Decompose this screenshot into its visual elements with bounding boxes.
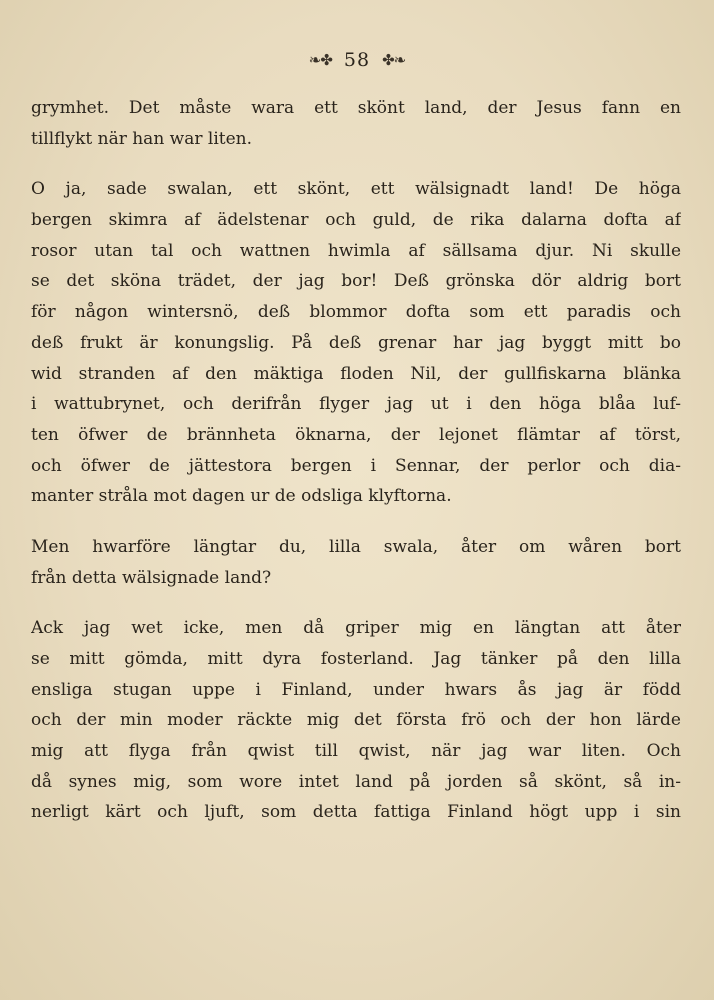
page-header xyxy=(0,48,714,72)
text-line: deß frukt är konungslig. På deß grenar har jag byggt mitt bo xyxy=(31,332,681,353)
left-ornament-icon: ❧✤ xyxy=(308,51,332,69)
text-line: manter stråla mot dagen ur de odsliga klyftorna. xyxy=(31,486,452,507)
paragraph xyxy=(31,93,681,154)
text-line: rosor utan tal och wattnen hwimla af sällsama djur. Ni skulle xyxy=(31,240,681,261)
text-line: och der min moder räckte mig det första frö och der hon lärde xyxy=(31,710,681,731)
text-line: nerligt kärt och ljuft, som detta fattiga Finland högt upp i sin xyxy=(31,802,681,823)
text-line: ensliga stugan uppe i Finland, under hwars ås jag är född xyxy=(31,679,681,700)
paragraph xyxy=(31,613,681,828)
text-line: se det sköna trädet, der jag bor! Deß grönska dör aldrig bort xyxy=(31,271,681,292)
page-number: 58 xyxy=(343,49,371,71)
text-line: Ack jag wet icke, men då griper mig en längtan att åter xyxy=(31,618,681,639)
text-line: bergen skimra af ädelstenar och guld, de rika dalarna dofta af xyxy=(31,210,681,231)
paragraph-gap xyxy=(31,593,681,613)
text-line: för någon wintersnö, deß blommor dofta som ett paradis och xyxy=(31,302,681,323)
text-line: O ja, sade swalan, ett skönt, ett wälsignadt land! De höga xyxy=(31,179,681,200)
body-text xyxy=(31,93,681,828)
text-line: grymhet. Det måste wara ett skönt land, der Jesus fann en xyxy=(31,98,681,118)
paragraph xyxy=(31,532,681,593)
text-line: Men hwarföre längtar du, lilla swala, åter om wåren bort xyxy=(31,536,681,557)
text-line: från detta wälsignade land? xyxy=(31,567,272,588)
text-line: tillflykt när han war liten. xyxy=(31,128,253,149)
text-line: se mitt gömda, mitt dyra fosterland. Jag tänker på den lilla xyxy=(31,649,681,669)
paragraph-gap xyxy=(31,512,681,532)
text-line: ten öfwer de brännheta öknarna, der lejonet flämtar af törst, xyxy=(31,424,681,445)
text-line: i wattubrynet, och derifrån flyger jag ut i den höga blåa luf- xyxy=(31,394,681,415)
paragraph-gap xyxy=(31,154,681,174)
paragraph xyxy=(31,174,681,512)
right-ornament-icon: ✤❧ xyxy=(382,51,406,69)
text-line: och öfwer de jättestora bergen i Sennar, der perlor och dia- xyxy=(31,455,681,476)
text-line: då synes mig, som wore intet land på jorden så skönt, så in- xyxy=(31,771,681,792)
text-line: mig att flyga från qwist till qwist, när jag war liten. Och xyxy=(31,741,681,762)
text-line: wid stranden af den mäktiga floden Nil, der gullfiskarna blänka xyxy=(31,363,681,384)
